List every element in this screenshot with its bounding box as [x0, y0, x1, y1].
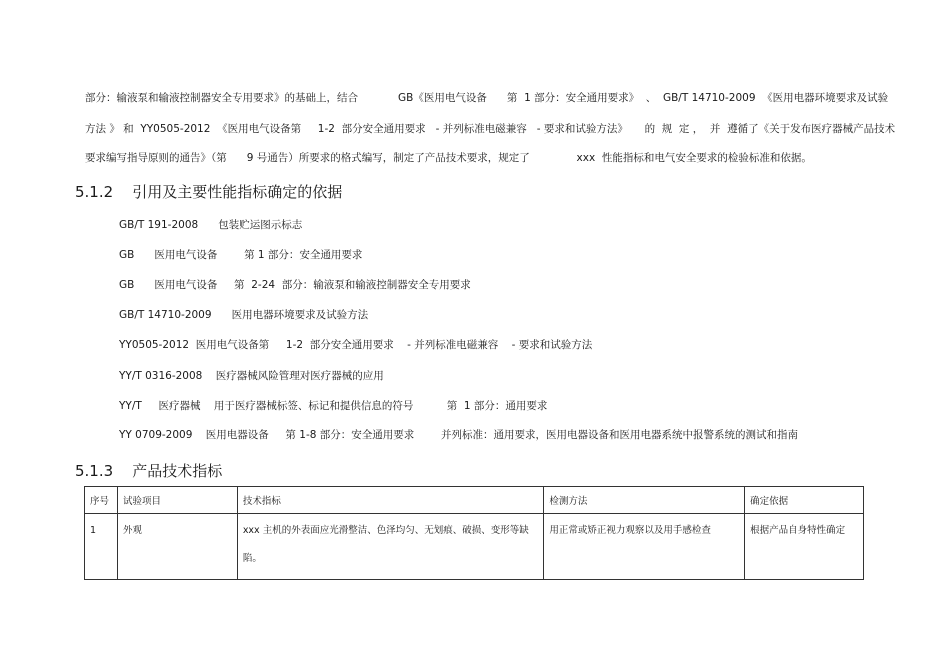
spec-table	[84, 486, 864, 580]
header-test-item: 试验项目	[117, 487, 237, 514]
header-spec: 技术指标	[237, 487, 544, 514]
section-title: 产品技术指标	[132, 462, 223, 480]
cell-method: 用正常或矫正视力观察以及用手感检查	[544, 514, 745, 580]
section-number: 5.1.2	[75, 183, 114, 201]
header-method: 检测方法	[544, 487, 745, 514]
cell-basis: 根据产品自身特性确定	[745, 514, 864, 580]
reference-item: GB 医用电气设备 第 1 部分：安全通用要求	[119, 249, 363, 261]
reference-item: YY0505-2012 医用电气设备第 1-2 部分安全通用要求 - 并列标准电磁兼容 - 要求和试验方法	[119, 339, 593, 351]
reference-item: GB 医用电气设备 第 2-24 部分：输液泵和输液控制器安全专用要求	[119, 279, 471, 291]
cell-test-item: 外观	[117, 514, 237, 580]
cell-spec: xxx 主机的外表面应光滑整洁、色泽均匀、无划痕、破损、变形等缺陷。	[237, 514, 544, 580]
intro-line-1: 部分：输液泵和输液控制器安全专用要求》的基础上，结合 GB《医用电气设备 第 1 部分：安全通用要求》 、 GB/T 14710-2009 《医用电器环境要求及试验	[85, 92, 889, 104]
reference-item: GB/T 191-2008 包装贮运图示标志	[119, 219, 303, 231]
reference-item: YY 0709-2009 医用电器设备 第 1-8 部分：安全通用要求 并列标准：通用要求，医用电器设备和医用电器系统中报警系统的测试和指南	[119, 429, 798, 441]
intro-line-3: 要求编写指导原则的通告》（第 9 号通告）所要求的格式编写，制定了产品技术要求，规定了 xxx 性能指标和电气安全要求的检验标准和依据。	[85, 152, 812, 164]
reference-item: YY/T 医疗器械 用于医疗器械标签、标记和提供信息的符号 第 1 部分：通用要求	[119, 400, 548, 412]
intro-line-2: 方法 》 和 YY0505-2012 《医用电气设备第 1-2 部分安全通用要求 - 并列标准电磁兼容 - 要求和试验方法》 的 规 定 ， 并 遵循了《关于发布医疗器械产品技术	[85, 123, 896, 135]
section-number: 5.1.3	[75, 462, 114, 480]
section-heading-5-1-2	[75, 181, 342, 202]
reference-item: YY/T 0316-2008 医疗器械风险管理对医疗器械的应用	[119, 370, 384, 382]
table-header-row	[85, 487, 864, 514]
cell-index: 1	[85, 514, 118, 580]
header-index: 序号	[85, 487, 118, 514]
header-basis: 确定依据	[745, 487, 864, 514]
section-heading-5-1-3	[75, 460, 222, 481]
reference-item: GB/T 14710-2009 医用电器环境要求及试验方法	[119, 309, 369, 321]
table-row	[85, 514, 864, 580]
section-title: 引用及主要性能指标确定的依据	[132, 183, 343, 201]
